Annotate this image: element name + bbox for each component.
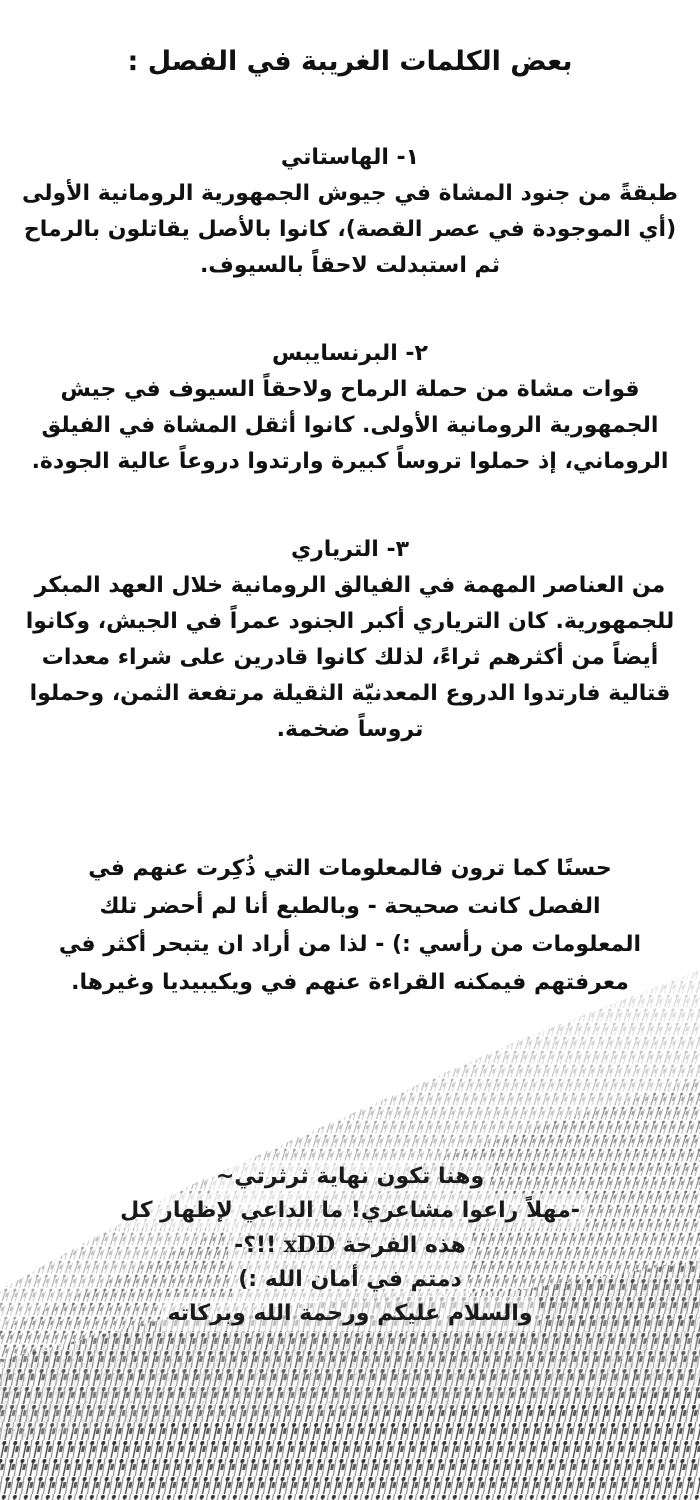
term-description: قوات مشاة من حملة الرماح ولاحقاً السيوف في جيش الجمهورية الرومانية الأولى. كانوا أثقل المشاة في الفيلق الروماني، إذ حملوا تروساً كبيرة وارتدوا دروعاً عالية الجودة.: [31, 377, 669, 474]
term-description: من العناصر المهمة في الفيالق الرومانية خلال العهد المبكر للجمهورية. كان الترياري أكبر الجنود عمراً في الجيش، وكانوا أيضاً من أكثرهم ثراءً، لذلك كانوا قادرين على شراء معدات قتالية فارتدوا الدروع المعدنيّة الثقيلة مرتفعة الثمن، وحملوا تروساً ضخمة.: [25, 573, 675, 742]
sign-off-line: -مهلاً راعوا مشاعري! ما الداعي لإظهار كل: [114, 1194, 586, 1228]
term-description: طبقةً من جنود المشاة في جيوش الجمهورية الرومانية الأولى (أي الموجودة في عصر القصة)، كانوا بالأصل يقاتلون بالرماح ثم استبدلت لاحقاً بالسيوف.: [21, 181, 679, 278]
sign-off-line: والسلام عليكم ورحمة الله وبركاته: [161, 1297, 538, 1331]
term-hastati: [10, 140, 690, 284]
sign-off-line: دمتم في أمان الله :): [232, 1263, 468, 1297]
text-fragment: هذه الفرحة: [335, 1233, 466, 1258]
closing-note: حسنًا كما ترون فالمعلومات التي ذُكِرت عنهم في الفصل كانت صحيحة - وبالطبع أنا لم أحضر تلك المعلومات من رأسي :) - لذا من أراد ان يتبحر أكثر في معرفتهم فيمكنه القراءة عنهم في ويكيبيديا وغيرها.: [58, 856, 642, 995]
term-heading: ٢- البرنسايبس: [272, 341, 428, 366]
sign-off-line-emoticon: [228, 1228, 472, 1263]
term-principes: [10, 336, 690, 480]
term-triarii: [10, 532, 690, 748]
term-heading: ٣- الترياري: [290, 537, 410, 562]
text-fragment: !!؟-: [234, 1233, 284, 1258]
sign-off-line: وهنا تكون نهاية ثرثرتي~: [210, 1160, 490, 1194]
emoticon-text: xDD: [283, 1232, 336, 1258]
term-heading: ١- الهاستاتي: [280, 145, 420, 170]
sign-off: [10, 1160, 690, 1331]
page-title: بعض الكلمات الغريبة في الفصل :: [127, 46, 573, 77]
